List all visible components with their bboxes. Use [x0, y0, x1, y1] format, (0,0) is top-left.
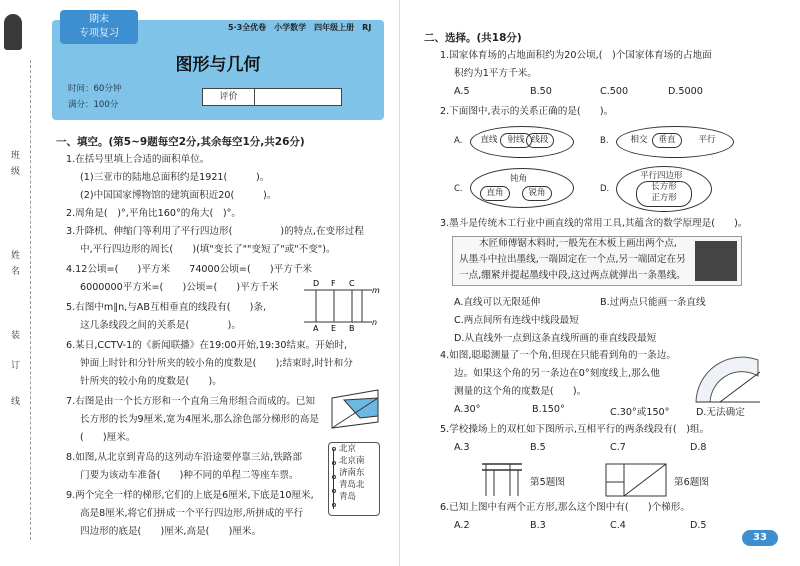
exam-tag [60, 10, 138, 44]
choice-q1a: 1.国家体育场的占地面积约为20公顷,( )个国家体育场的占地面 [440, 50, 712, 61]
q3-option-a[interactable]: A.直线可以无限延伸 [454, 297, 541, 308]
choice-q2: 2.下面图中,表示的关系正确的是( )。 [440, 106, 614, 117]
choice-q6: 6.已知上图中有两个正方形,那么这个图中有( )个梯形。 [440, 502, 690, 513]
choice-q5: 5.学校操场上的双杠如下图所示,互相平行的两条线段有( )组。 [440, 424, 710, 435]
cut-line [30, 60, 31, 540]
choice-q3: 3.墨斗是传统木工行业中画直线的常用工具,其蕴含的数学原理是( )。 [440, 218, 748, 229]
binding-strip [0, 0, 52, 566]
q2d-mid-label: 长方形 [651, 182, 677, 192]
question-4b: 6000000平方米=( )公顷=( )平方千米 [80, 282, 279, 293]
squares-figure [604, 460, 668, 500]
fig5-e: E [331, 324, 337, 332]
q4-option-b[interactable]: B.150° [532, 404, 565, 415]
q5-option-d[interactable]: D.8 [690, 442, 707, 453]
fig5-d: D [313, 279, 320, 288]
quote-line1: 木匠师傅锯木料时,一般先在木板上画出两个点, [479, 238, 677, 249]
question-8a: 8.如图,从北京到青岛的这列动车沿途要停靠三站,铁路部 [66, 452, 302, 463]
binding-label: 装 [9, 330, 19, 339]
question-9a: 9.两个完全一样的梯形,它们的上底是6厘米,下底是10厘米, [66, 490, 314, 501]
fig5-m: m [372, 286, 380, 295]
question-7b: 长方形的长为9厘米,宽为4厘米,那么涂色部分梯形的高是 [80, 414, 319, 425]
q2a-item1: 直线 [480, 135, 498, 145]
q2c-item1: 直角 [480, 186, 510, 201]
parallel-bars-figure [480, 460, 524, 498]
question-1b: (2)中国国家博物馆的建筑面积近20( )。 [80, 190, 277, 201]
figure-q5 [304, 276, 380, 332]
question-3a: 3.升降机、伸缩门等利用了平行四边形( )的特点,在变形过程 [66, 226, 364, 237]
quote-line3: 一点,绷紧并提起墨线中段,这过两点就弹出一条墨线。 [459, 270, 686, 281]
question-5b: 这几条线段之间的关系是( )。 [80, 320, 241, 331]
q3-option-c[interactable]: C.两点间所有连线中线段最短 [454, 315, 579, 326]
protractor-figure [690, 352, 762, 406]
tag-line2: 专项复习 [79, 28, 119, 39]
grade-box [202, 88, 342, 106]
question-4a: 4.12公顷=( )平方米 74000公顷=( )平方千米 [66, 264, 313, 275]
question-1a: (1)三亚市的陆地总面积约是1921( )。 [80, 172, 270, 183]
q2b-item3: 平行 [698, 135, 716, 145]
section2-title: 二、选择。(共18分) [424, 32, 522, 44]
series-label: 5·3全优卷 小学数学 四年级上册 RJ [228, 23, 372, 32]
question-1: 1.在括号里填上合适的面积单位。 [66, 154, 210, 165]
section1-title: 一、填空。(第5~9题每空2分,其余每空1分,共26分) [56, 136, 305, 148]
question-9c: 四边形的底是( )厘米,高是( )厘米。 [80, 526, 262, 537]
q4-option-d[interactable]: D.无法确定 [696, 407, 745, 418]
fig5-b: B [349, 324, 355, 332]
choice-q4b: 边。如果这个角的另一条边在0°刻度线上,那么他 [454, 368, 660, 379]
question-6b: 钟面上时针和分针所夹的较小角的度数是( );结束时,时针和分 [80, 358, 353, 369]
fig5-a: A [313, 324, 319, 332]
q4-option-a[interactable]: A.30° [454, 404, 481, 415]
q2-option-a-label[interactable]: A. [454, 136, 463, 146]
q2a-item2: 射线 [500, 133, 532, 148]
fig5-caption: 第5题图 [530, 477, 565, 488]
binding-label: 名 [9, 266, 19, 275]
binding-label: 订 [9, 360, 19, 369]
station-1: 北京 [339, 444, 357, 454]
q5-option-b[interactable]: B.5 [530, 442, 546, 453]
q2b-item2: 垂直 [652, 133, 682, 148]
figure-q7 [330, 388, 382, 430]
mo-dou-quote [452, 236, 742, 286]
grade-label: 评价 [203, 89, 255, 105]
q2b-item1: 相交 [630, 135, 648, 145]
binding-label: 姓 [9, 250, 19, 259]
question-6c: 针所夹的较小角的度数是( )。 [80, 376, 222, 387]
station-3: 济南东 [339, 468, 365, 478]
q2a-item3: 线段 [526, 133, 554, 148]
q6-option-a[interactable]: A.2 [454, 520, 470, 531]
q3-option-b[interactable]: B.过两点只能画一条直线 [600, 297, 706, 308]
choice-q1b: 积约为1平方千米。 [454, 68, 537, 79]
q1-option-d[interactable]: D.5000 [668, 86, 703, 97]
q5-option-a[interactable]: A.3 [454, 442, 470, 453]
q2-option-c-label[interactable]: C. [454, 184, 463, 194]
station-5: 青岛 [339, 492, 357, 502]
q2c-outer: 钝角 [510, 174, 528, 184]
fig5-f: F [331, 279, 336, 288]
q6-option-d[interactable]: D.5 [690, 520, 707, 531]
question-7c: ( )厘米。 [80, 432, 136, 443]
choice-q4a: 4.如图,聪聪测量了一个角,但现在只能看到角的一条边。 [440, 350, 676, 361]
binding-label: 线 [9, 396, 19, 405]
fig5-n: n [372, 318, 378, 327]
q4-option-c[interactable]: C.30°或150° [610, 407, 670, 418]
question-8b: 门要为该动车准备( )种不同的单程二等座车票。 [80, 470, 299, 481]
q6-option-c[interactable]: C.4 [610, 520, 626, 531]
q2d-inner-label: 正方形 [651, 193, 677, 203]
choice-q4c: 测量的这个角的度数是( )。 [454, 386, 587, 397]
station-list [328, 442, 380, 516]
header-banner [52, 14, 384, 120]
binding-label: 级 [9, 166, 19, 175]
quote-line2: 从墨斗中拉出墨线,一端固定在一个点,另一端固定在另 [459, 254, 686, 265]
q2d-mid [636, 181, 692, 207]
station-2: 北京南 [339, 456, 365, 466]
binding-label: 班 [9, 150, 19, 159]
q2c-item2: 锐角 [522, 186, 552, 201]
rocket-icon [4, 14, 22, 50]
question-7a: 7.右图是由一个长方形和一个直角三角形组合而成的。已知 [66, 396, 315, 407]
carpenter-photo [695, 241, 737, 281]
q1-option-a[interactable]: A.5 [454, 86, 470, 97]
q1-option-c[interactable]: C.500 [600, 86, 629, 97]
fig5-c: C [349, 279, 355, 288]
q2d-outer: 平行四边形 [640, 171, 683, 181]
station-4: 青岛北 [339, 480, 365, 490]
q6-option-b[interactable]: B.3 [530, 520, 546, 531]
question-5a: 5.右图中m∥n,与AB互相垂直的线段有( )条, [66, 302, 267, 313]
q5-option-c[interactable]: C.7 [610, 442, 626, 453]
grade-field[interactable] [255, 89, 307, 105]
question-2: 2.周角是( )°,平角比160°的角大( )°。 [66, 208, 242, 219]
question-3b: 中,平行四边形的周长( )(填"变长了""变短了"或"不变")。 [80, 244, 336, 255]
q1-option-b[interactable]: B.50 [530, 86, 552, 97]
page-title: 图形与几何 [175, 55, 261, 75]
tag-line1: 期末 [89, 14, 109, 25]
q3-option-d[interactable]: D.从直线外一点到这条直线所画的垂直线段最短 [454, 333, 657, 344]
question-6a: 6.某日,CCTV-1的《新闻联播》在19:00开始,19:30结束。开始时, [66, 340, 348, 351]
q2-option-d-label[interactable]: D. [600, 184, 610, 194]
q2-option-b-label[interactable]: B. [600, 136, 609, 146]
question-9b: 高是8厘米,将它们拼成一个平行四边形,所拼成的平行 [80, 508, 304, 519]
page-number: 33 [742, 530, 778, 546]
fig6-caption: 第6题图 [674, 477, 709, 488]
full-score: 满分：100分 [68, 100, 119, 110]
time-limit: 时间：60分钟 [68, 84, 122, 94]
